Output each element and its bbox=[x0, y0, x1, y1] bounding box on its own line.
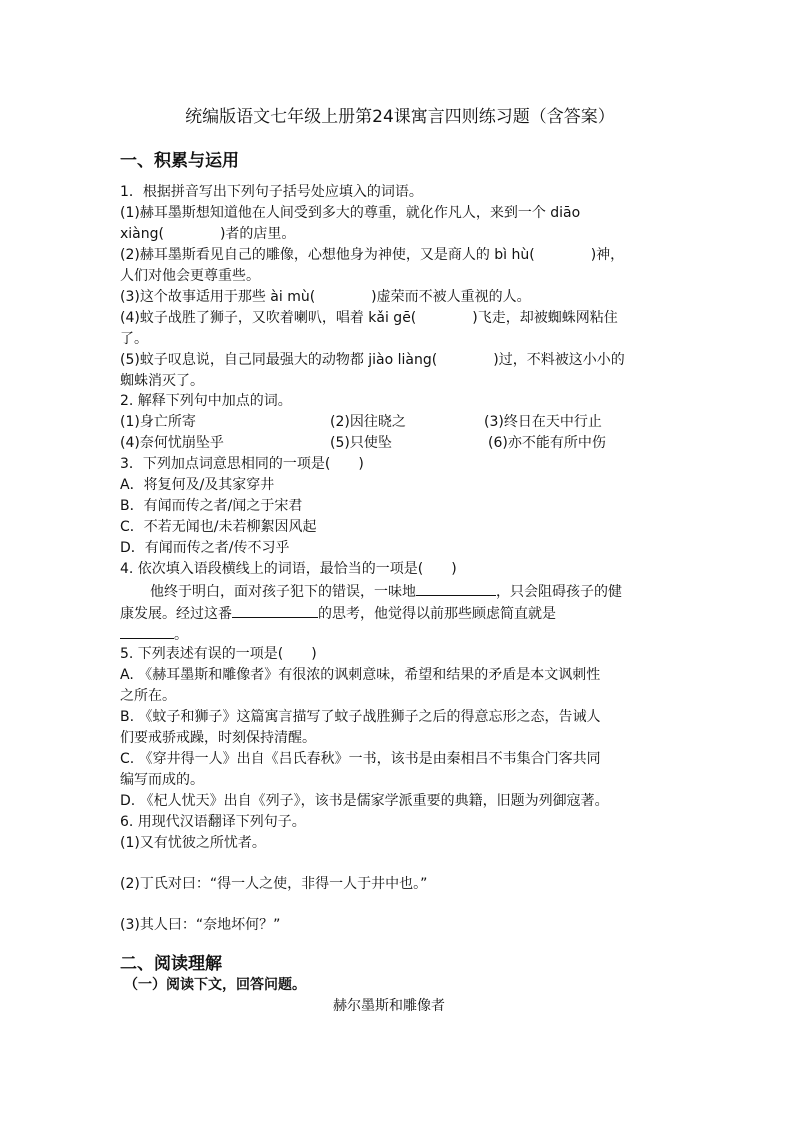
q2-item: (6)亦不能有所中伤 bbox=[488, 435, 606, 451]
q3-option-b: B．有闻而传之者/闻之于宋君 bbox=[120, 498, 303, 514]
q1-line: xiàng( )者的店里。 bbox=[120, 226, 296, 242]
q2-stem: 2. 解释下列句中加点的词。 bbox=[120, 393, 292, 409]
q4-passage-line bbox=[120, 623, 188, 645]
q1-line: 了。 bbox=[120, 331, 148, 347]
q5-stem: 5. 下列表述有误的一项是( ) bbox=[120, 646, 317, 662]
q1-line: (2)赫耳墨斯看见自己的雕像，心想他身为神使，又是商人的 bì hù( )神， bbox=[120, 247, 625, 263]
q2-item: (3)终日在天中行止 bbox=[484, 414, 602, 430]
q4-passage-line bbox=[150, 580, 622, 602]
q5-option-a: A. 《赫耳墨斯和雕像者》有很浓的讽刺意味，希望和结果的矛盾是本文讽刺性 bbox=[120, 667, 601, 683]
q6-sentence: (1)又有忧彼之所忧者。 bbox=[120, 835, 266, 851]
q5-option-c: 编写而成的。 bbox=[120, 772, 204, 788]
q5-option-b: B. 《蚊子和狮子》这篇寓言描写了蚊子战胜狮子之后的得意忘形之态，告诫人 bbox=[120, 709, 601, 725]
q6-sentence: (2)丁氏对曰：“得一人之使，非得一人于井中也。” bbox=[120, 876, 428, 892]
q1-line: (1)赫耳墨斯想知道他在人间受到多大的尊重，就化作凡人，来到一个 diāo bbox=[120, 205, 581, 221]
q2-item: (2)因往晓之 bbox=[330, 414, 406, 430]
fill-blank[interactable] bbox=[120, 623, 174, 639]
q1-stem: 1．根据拼音写出下列句子括号处应填入的词语。 bbox=[120, 184, 423, 200]
section-heading-1: 一、积累与运用 bbox=[120, 151, 239, 171]
q3-option-d: D．有闻而传之者/传不习乎 bbox=[120, 540, 290, 556]
q2-item: (4)奈何忧崩坠乎 bbox=[120, 435, 224, 451]
q1-line: (5)蚊子叹息说，自己同最强大的动物都 jiào liàng( )过，不料被这小小的 bbox=[120, 352, 625, 368]
q1-line: 人们对他会更尊重些。 bbox=[120, 268, 260, 284]
q2-item: (1)身亡所寄 bbox=[120, 414, 196, 430]
q3-option-c: C．不若无闻也/未若柳絮因风起 bbox=[120, 519, 317, 535]
fill-blank[interactable] bbox=[416, 580, 496, 596]
q4-text: 。 bbox=[174, 627, 188, 643]
reading-subheading: （一）阅读下文，回答问题。 bbox=[124, 977, 306, 993]
q5-option-a: 之所在。 bbox=[120, 688, 176, 704]
q2-item: (5)只使坠 bbox=[330, 435, 392, 451]
q4-text: 康发展。经过这番 bbox=[120, 606, 232, 622]
q4-passage-line bbox=[120, 602, 556, 624]
q6-stem: 6. 用现代汉语翻译下列句子。 bbox=[120, 814, 306, 830]
passage-title: 赫尔墨斯和雕像者 bbox=[333, 998, 445, 1014]
q5-option-d: D. 《杞人忧天》出自《列子》，该书是儒家学派重要的典籍，旧题为列御寇著。 bbox=[120, 793, 609, 809]
page-title: 统编版语文七年级上册第24课寓言四则练习题（含答案） bbox=[185, 107, 615, 127]
q4-text: 的思考，他觉得以前那些顾虑简直就是 bbox=[318, 606, 556, 622]
section-heading-2: 二、阅读理解 bbox=[120, 954, 222, 974]
q3-option-a: A．将复何及/及其家穿井 bbox=[120, 477, 275, 493]
q6-sentence: (3)其人曰：“奈地坏何？” bbox=[120, 917, 281, 933]
q1-line: (4)蚊子战胜了狮子，又吹着喇叭，唱着 kǎi gē( )飞走，却被蜘蛛网粘住 bbox=[120, 310, 618, 326]
q4-text: ，只会阻碍孩子的健 bbox=[496, 584, 622, 600]
q5-option-b: 们要戒骄戒躁，时刻保持清醒。 bbox=[120, 730, 316, 746]
fill-blank[interactable] bbox=[232, 602, 318, 618]
q4-stem: 4. 依次填入语段横线上的词语，最恰当的一项是( ) bbox=[120, 561, 457, 577]
q1-line: (3)这个故事适用于那些 ài mù( )虚荣而不被人重视的人。 bbox=[120, 289, 531, 305]
q4-text: 他终于明白，面对孩子犯下的错误，一味地 bbox=[150, 584, 416, 600]
q1-line: 蜘蛛消灭了。 bbox=[120, 373, 204, 389]
q3-stem: 3．下列加点词意思相同的一项是( ) bbox=[120, 456, 364, 472]
q5-option-c: C. 《穿井得一人》出自《吕氏春秋》一书，该书是由秦相吕不韦集合门客共同 bbox=[120, 751, 601, 767]
